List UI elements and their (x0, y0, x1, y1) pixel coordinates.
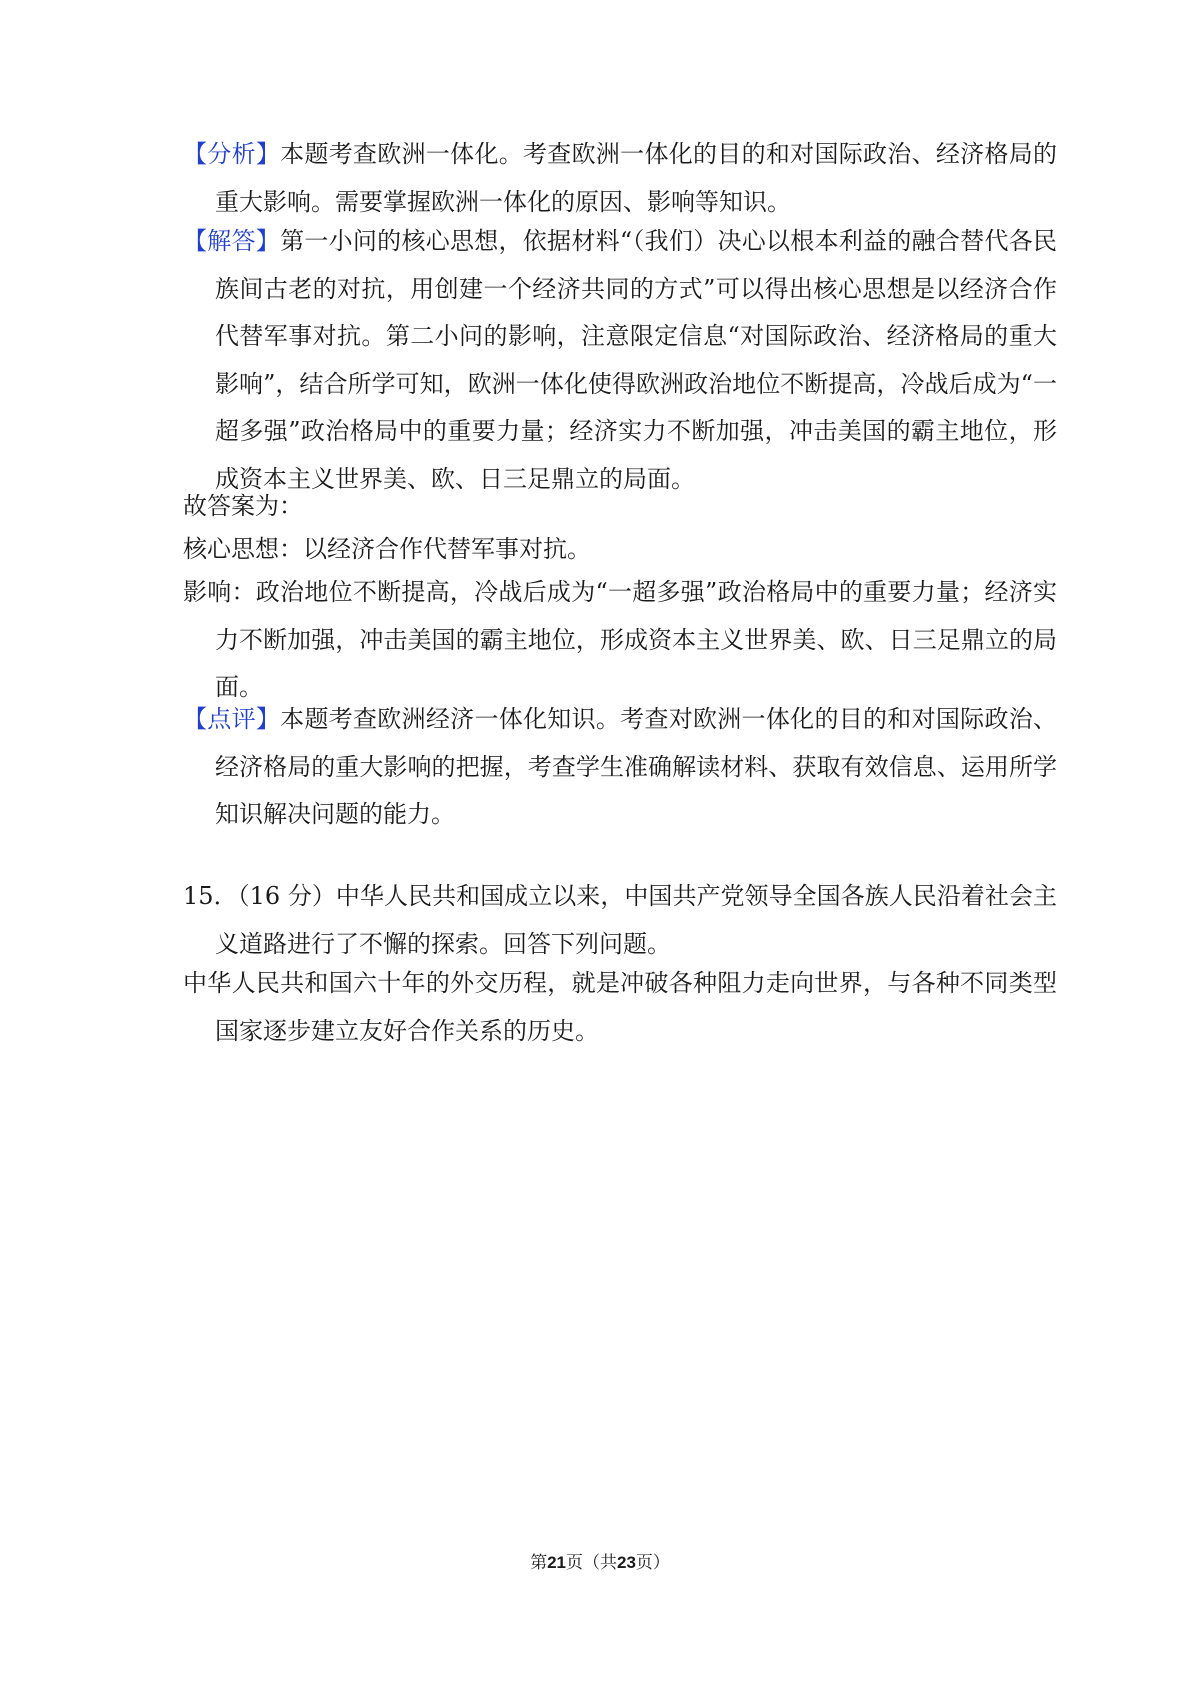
question-15-material: 中华人民共和国六十年的外交历程，就是冲破各种阻力走向世界，与各种不同类型国家逐步建立友好合作关系的历史。 (183, 969, 1057, 1045)
core-idea-line: 核心思想：以经济合作代替军事对抗。 (183, 535, 591, 563)
answer-paragraph (183, 218, 1057, 503)
answer-text: 第一小问的核心思想，依据材料“（我们）决心以根本利益的融合替代各民族间古老的对抗，用创建一个经济共同的方式”可以得出核心思想是以经济合作代替军事对抗。第二小问的影响，注意限定信息“对国际政治、经济格局的重大影响”，结合所学可知，欧洲一体化使得欧洲政治地位不断提高，冷战后成为“一超多强”政治格局中的重要力量；经济实力不断加强，冲击美国的霸主地位，形成资本主义世界美、欧、日三足鼎立的局面。 (215, 227, 1057, 493)
answer-tag: 【解答】 (183, 227, 281, 255)
analysis-tag: 【分析】 (183, 140, 281, 168)
analysis-paragraph (183, 131, 1057, 226)
footer-total-pages: 23 (617, 1553, 636, 1572)
impact-paragraph: 影响：政治地位不断提高，冷战后成为“一超多强”政治格局中的重要力量；经济实力不断加强，冲击美国的霸主地位，形成资本主义世界美、欧、日三足鼎立的局面。 (183, 578, 1057, 701)
question-15: 15．（16 分）中华人民共和国成立以来，中国共产党领导全国各族人民沿着社会主义道路进行了不懈的探索。回答下列问题。 (183, 882, 1057, 958)
footer-prefix: 第 (530, 1553, 548, 1573)
answer-intro: 故答案为： (183, 492, 303, 520)
comment-text: 本题考查欧洲经济一体化知识。考查对欧洲一体化的目的和对国际政治、经济格局的重大影响的把握，考查学生准确解读材料、获取有效信息、运用所学知识解决问题的能力。 (215, 705, 1058, 828)
footer-middle: 页（共 (566, 1553, 617, 1573)
comment-paragraph (183, 696, 1057, 839)
comment-tag: 【点评】 (183, 705, 281, 733)
analysis-text: 本题考查欧洲一体化。考查欧洲一体化的目的和对国际政治、经济格局的重大影响。需要掌握欧洲一体化的原因、影响等知识。 (215, 140, 1058, 216)
page-footer (0, 1551, 1200, 1575)
footer-suffix: 页） (635, 1553, 670, 1573)
footer-page-number: 21 (547, 1553, 566, 1572)
